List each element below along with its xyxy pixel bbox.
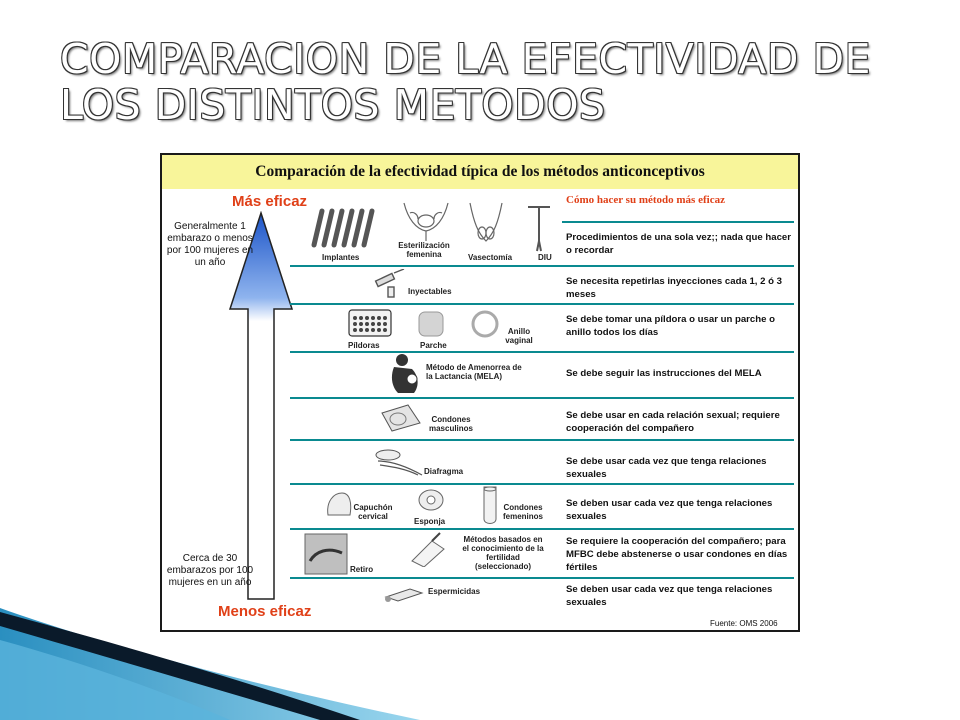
- instruction-row-6: Se debe usar cada vez que tenga relaciones sexuales: [566, 456, 767, 480]
- male-condoms-label: Condones masculinos: [428, 415, 473, 433]
- row-separator: [290, 303, 794, 305]
- vaginal-ring-label: Anillo vaginal: [505, 327, 533, 345]
- instruction-row-4: Se debe seguir las instrucciones del MELA: [566, 368, 762, 379]
- instruction-row-3: Se debe tomar una píldora o usar un parche o anillo todos los días: [566, 314, 775, 338]
- patch-label: Parche: [420, 341, 447, 350]
- breastfeeding-icon: [388, 353, 424, 395]
- female-sterilization-label: Esterilización femenina: [398, 241, 450, 259]
- spermicide-icon: [382, 583, 426, 605]
- lactational-amenorrhea-label: Método de Amenorrea de la Lactancia (MELA): [426, 363, 522, 381]
- diaphragm-icon: [368, 447, 426, 477]
- fertility-awareness-label: Métodos basados en el conocimiento de la fertilidad (seleccionado): [462, 535, 544, 571]
- instruction-row-1: Procedimientos de una sola vez;; nada que hacer o recordar: [566, 232, 791, 256]
- withdrawal-label: Retiro: [350, 565, 374, 574]
- pills-icon: [348, 309, 392, 337]
- effectiveness-figure: [160, 153, 800, 632]
- how-to-header: Cómo hacer su método más eficaz: [566, 194, 725, 206]
- withdrawal-icon: [304, 533, 348, 575]
- sponge-icon: [416, 487, 446, 513]
- pills-label: Píldoras: [348, 341, 380, 350]
- row-separator: [290, 351, 794, 353]
- patch-icon: [418, 311, 444, 337]
- iud-icon: [524, 201, 554, 253]
- least-effective-label: Menos eficaz: [218, 603, 312, 620]
- female-condom-icon: [480, 485, 500, 527]
- vaginal-ring-icon: [470, 309, 500, 339]
- side-note-top: Generalmente 1 embarazo o menos por 100 mujeres en un año: [166, 221, 254, 268]
- row-separator: [290, 577, 794, 579]
- female-sterilization-icon: [398, 199, 454, 243]
- row-separator: [562, 221, 794, 223]
- injectables-label: Inyectables: [408, 287, 452, 296]
- fertility-calendar-icon: [410, 531, 450, 567]
- instruction-row-8: Se requiere la cooperación del compañero; para MFBC debe abstenerse o usar condones en días fértiles: [566, 536, 788, 573]
- vasectomy-icon: [466, 199, 506, 249]
- iud-label: DIU: [538, 253, 552, 262]
- effectiveness-arrow: [228, 211, 294, 603]
- side-note-bottom: Cerca de 30 embarazos por 100 mujeres en un año: [166, 553, 254, 588]
- row-separator: [290, 528, 794, 530]
- slide-title: [60, 36, 920, 128]
- vasectomy-label: Vasectomía: [468, 253, 513, 262]
- instruction-row-2: Se necesita repetirlas inyecciones cada 1, 2 ó 3 meses: [566, 276, 782, 300]
- diaphragm-label: Diafragma: [424, 467, 464, 476]
- male-condom-icon: [378, 403, 424, 433]
- female-condoms-label: Condones femeninos: [502, 503, 543, 521]
- title-line-2: LOS DISTINTOS METODOS: [60, 81, 606, 129]
- instruction-row-5: Se debe usar en cada relación sexual; requiere cooperación del compañero: [566, 410, 780, 434]
- cervical-cap-label: Capuchón cervical: [353, 503, 393, 521]
- row-separator: [290, 397, 794, 399]
- title-line-1: COMPARACION DE LA EFECTIVIDAD DE: [60, 35, 871, 83]
- figure-heading: Comparación de la efectividad típica de los métodos anticonceptivos: [162, 155, 798, 189]
- row-separator: [290, 439, 794, 441]
- injectables-icon: [370, 269, 406, 299]
- sponge-label: Esponja: [414, 517, 446, 526]
- instruction-row-7: Se deben usar cada vez que tenga relaciones sexuales: [566, 498, 773, 522]
- instruction-row-9: Se deben usar cada vez que tenga relaciones sexuales: [566, 584, 773, 608]
- row-separator: [290, 265, 794, 267]
- most-effective-label: Más eficaz: [232, 193, 308, 210]
- implants-label: Implantes: [322, 253, 360, 262]
- source-label: Fuente: OMS 2006: [710, 619, 778, 628]
- spermicides-label: Espermicidas: [428, 587, 481, 596]
- implants-icon: [308, 205, 380, 249]
- row-separator: [290, 483, 794, 485]
- cervical-cap-icon: [324, 491, 354, 517]
